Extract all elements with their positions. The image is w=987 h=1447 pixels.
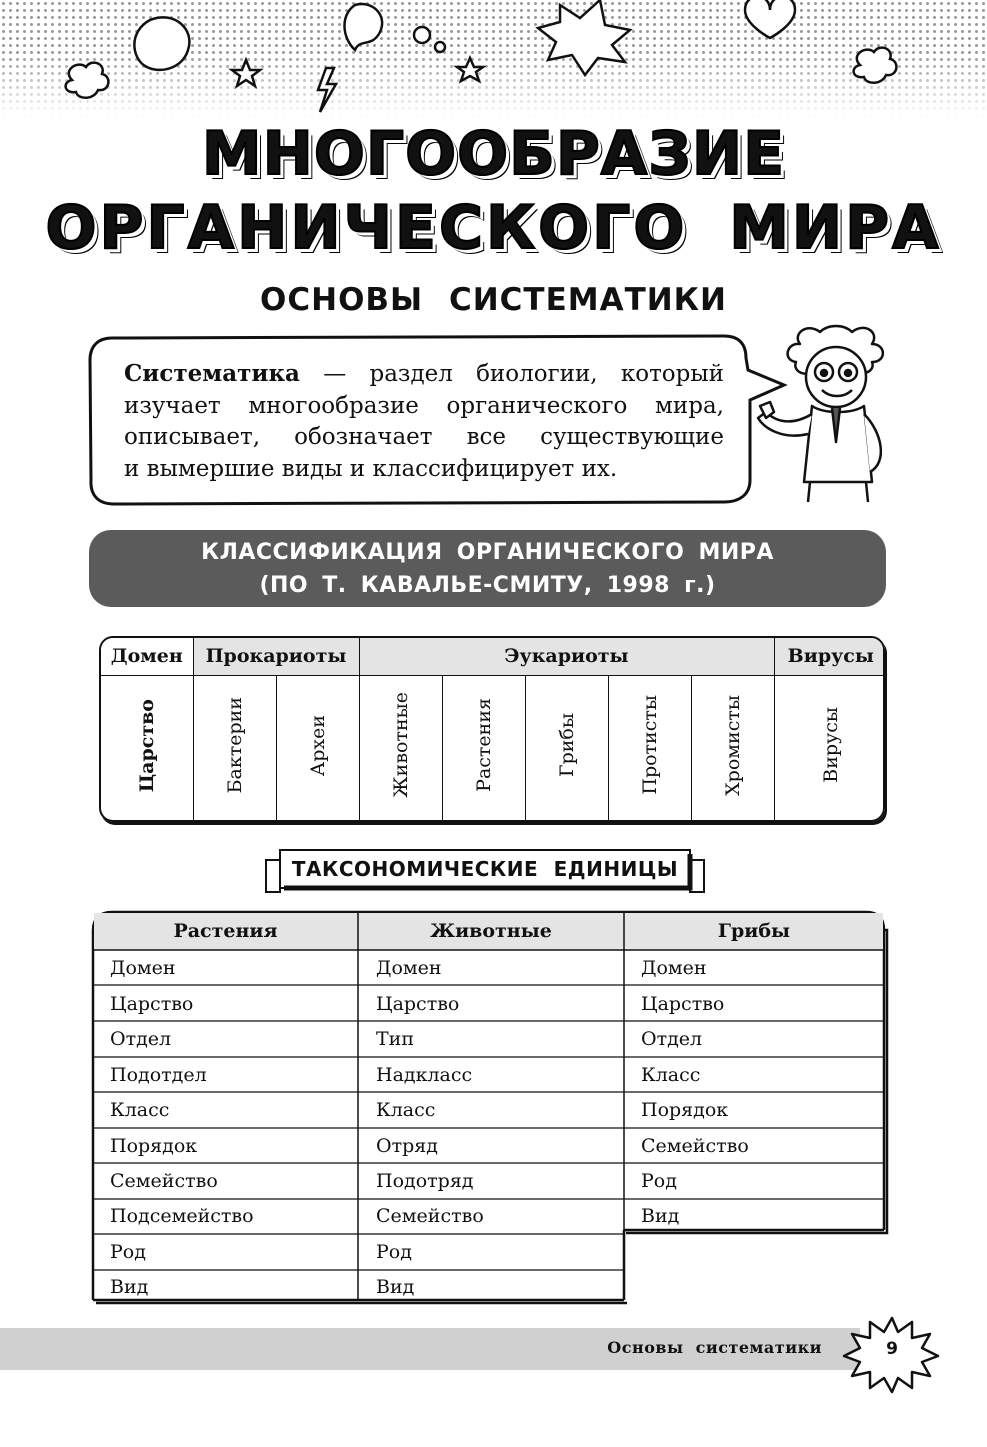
kingdom-cell: Археи xyxy=(276,675,359,820)
table-cell: Порядок xyxy=(641,1099,729,1121)
table-cell: Семейство xyxy=(110,1170,218,1192)
kingdom-cell: Бактерии xyxy=(193,675,276,820)
table-cell: Класс xyxy=(641,1064,701,1086)
table-cell: Отдел xyxy=(110,1028,172,1050)
table-cell: Царство xyxy=(110,993,194,1015)
table-cell: Класс xyxy=(376,1099,436,1121)
table-cell: Вид xyxy=(376,1276,415,1298)
table-cell: Домен xyxy=(641,957,707,979)
kingdom-cell: Грибы xyxy=(525,675,608,820)
table-cell: Царство xyxy=(641,993,725,1015)
table-cell: Род xyxy=(376,1241,412,1263)
definition-line4: и вымершие виды и классифицирует их. xyxy=(124,455,618,482)
table-cell: Надкласс xyxy=(376,1064,473,1086)
header-viruses: Вирусы xyxy=(774,638,885,675)
table-cell: Отряд xyxy=(376,1135,438,1157)
banner-line1: КЛАССИФИКАЦИЯ ОРГАНИЧЕСКОГО МИРА xyxy=(201,540,774,565)
table-cell: Род xyxy=(110,1241,146,1263)
header-eukaryotes: Эукариоты xyxy=(359,638,774,675)
page-title-line1: МНОГООБРАЗИЕ xyxy=(201,119,786,189)
kingdom-cell: Протисты xyxy=(608,675,691,820)
table-cell: Тип xyxy=(376,1028,414,1050)
table-cell: Род xyxy=(641,1170,677,1192)
table-cell: Подотдел xyxy=(110,1064,207,1086)
kingdom-cell: Вирусы xyxy=(774,675,885,820)
table-cell: Семейство xyxy=(376,1205,484,1227)
header-prokaryotes: Прокариоты xyxy=(193,638,359,675)
table-cell: Подотряд xyxy=(376,1170,474,1192)
section-subtitle: ОСНОВЫ СИСТЕМАТИКИ xyxy=(260,282,727,318)
column-header-fungi: Грибы xyxy=(717,920,791,942)
table-cell: Отдел xyxy=(641,1028,703,1050)
kingdom-cell: Растения xyxy=(442,675,525,820)
row-label-kingdom: Царство xyxy=(101,675,193,820)
taxonomy-label: ТАКСОНОМИЧЕСКИЕ ЕДИНИЦЫ xyxy=(291,857,679,881)
header-domain: Домен xyxy=(101,638,193,675)
page-number: 9 xyxy=(886,1339,898,1359)
definition-line2: изучает многообразие органического мира, xyxy=(124,392,724,419)
table-cell: Порядок xyxy=(110,1135,198,1157)
table-cell: Домен xyxy=(110,957,176,979)
banner-line2: (ПО Т. КАВАЛЬЕ-СМИТУ, 1998 г.) xyxy=(259,573,716,598)
column-header-animals: Животные xyxy=(430,920,552,942)
table-cell: Семейство xyxy=(641,1135,749,1157)
definition-term: Систематика xyxy=(124,360,300,387)
kingdom-cell: Животные xyxy=(359,675,442,820)
table-cell: Домен xyxy=(376,957,442,979)
table-cell: Вид xyxy=(641,1205,680,1227)
table-cell: Подсемейство xyxy=(110,1205,254,1227)
definition-line1: — раздел биологии, который xyxy=(299,361,724,387)
kingdom-cell: Хромисты xyxy=(691,675,774,820)
table-cell: Царство xyxy=(376,993,460,1015)
page-title-line2: ОРГАНИЧЕСКОГО МИРА xyxy=(45,193,942,263)
definition-line3: описывает, обозначает все существующие xyxy=(124,424,724,450)
column-header-plants: Растения xyxy=(173,920,278,942)
footer-section-title: Основы систематики xyxy=(607,1338,822,1357)
table-cell: Вид xyxy=(110,1276,149,1298)
table-cell: Класс xyxy=(110,1099,170,1121)
